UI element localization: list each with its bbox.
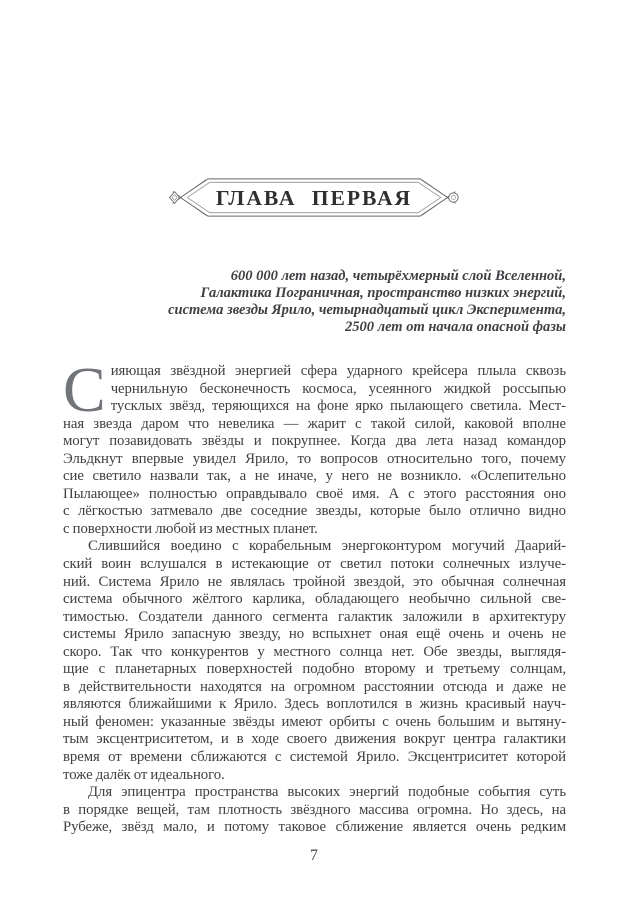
text-line: тоже далёк от идеального. [63,766,225,783]
paragraph [63,784,566,837]
text-line: тимостью. Создатели данного сегмента галактик заложили в архитектуру [63,608,566,625]
text-line: скоро. Так что конкурентов у местного солнца нет. Обе звезды, выглядя- [63,643,566,660]
text-line: Слившийся воедино с корабельным энергоконтуром могучий Даарий- [88,538,566,555]
text-line: с поверхности любой из местных планет. [63,520,318,537]
text-line: Пылающее» полностью оправдывало своё имя. А с этого расстояния оно [63,485,566,502]
text-line: тым эксцентриситетом, и в ходе своего движения вокруг центра галактики [63,731,566,748]
page-number: 7 [310,847,318,864]
text-line: Эльдкнут впервые увидел Ярило, то вопросов относительно того, почему [63,450,566,467]
epigraph-line: 2500 лет от начала опасной фазы [345,319,566,335]
text-line: могут позавидовать звёзды и покрупнее. Когда два лета назад командор [63,433,566,450]
epigraph-line: система звезды Ярило, четырнадцатый цикл Эксперимента, [168,302,566,318]
text-line: время от времени сближаются с системой Ярило. Эксцентриситет которой [63,749,566,766]
chapter-title: ГЛАВА ПЕРВАЯ [215,185,413,210]
diamond-finial-icon [170,192,180,204]
text-line: тусклых звёзд, теряющихся на фоне ярко пылающего светила. Мест- [110,398,566,415]
text-line: сие светило назвали так, а не иначе, у него не возникло. «Ослепительно [63,468,566,485]
text-line: в действительности находятся на огромном расстоянии отсюда и даже не [63,678,566,695]
text-line: Для эпицентра пространства высоких энергий подобные события суть [88,784,566,801]
text-line: ная звезда даром что невелика — жарит с такой силой, каковой вполне [63,415,566,432]
text-line: ний. Система Ярило не являлась тройной звездой, это обычная солнечная [63,573,566,590]
epigraph [63,268,566,336]
chapter-banner-ornament [166,170,462,225]
chapter-banner [0,170,628,225]
text-line: ский воин вслушался в истекающие от светил потоки солнечных излуче- [63,556,566,573]
text-line: ияющая звёздной энергией сфера ударного крейсера плыла сквозь [110,363,566,379]
text-line: система обычного жёлтого карлика, обладающего необычно сильной све- [63,591,566,608]
text-line: с лёгкостью затмевало две соседние звезды, которые было отлично видно [63,503,566,520]
text-line: в порядке вещей, там плотность звёздного массива огромна. Но здесь, на [63,801,566,818]
body-text [63,354,566,837]
text-line: Рубеже, звёзд мало, и потому таковое сближение является очень редким [63,819,566,836]
text-line: щие с планетарных поверхностей подобно второму и третьему солнцам, [63,661,566,678]
paragraph [63,354,566,538]
drop-cap: С [63,354,106,425]
text-line: являются ближайшими к Ярило. Здесь воплотился в жизнь красивый науч- [63,696,566,713]
text-line: ный феномен: указанные звёзды имеют орбиты с очень большим и вытяну- [63,713,566,730]
epigraph-line: 600 000 лет назад, четырёхмерный слой Вселенной, [230,268,566,284]
text-line: чернильную бесконечность космоса, усеянного жидкой россыпью [110,380,566,397]
text-line: системы Ярило запасную звезду, но вспыхнет оная ещё очень и очень не [63,626,566,643]
paragraph [63,538,566,784]
epigraph-line: Галактика Пограничная, пространство низких энергий, [200,285,566,301]
ring-finial-icon [449,193,458,202]
